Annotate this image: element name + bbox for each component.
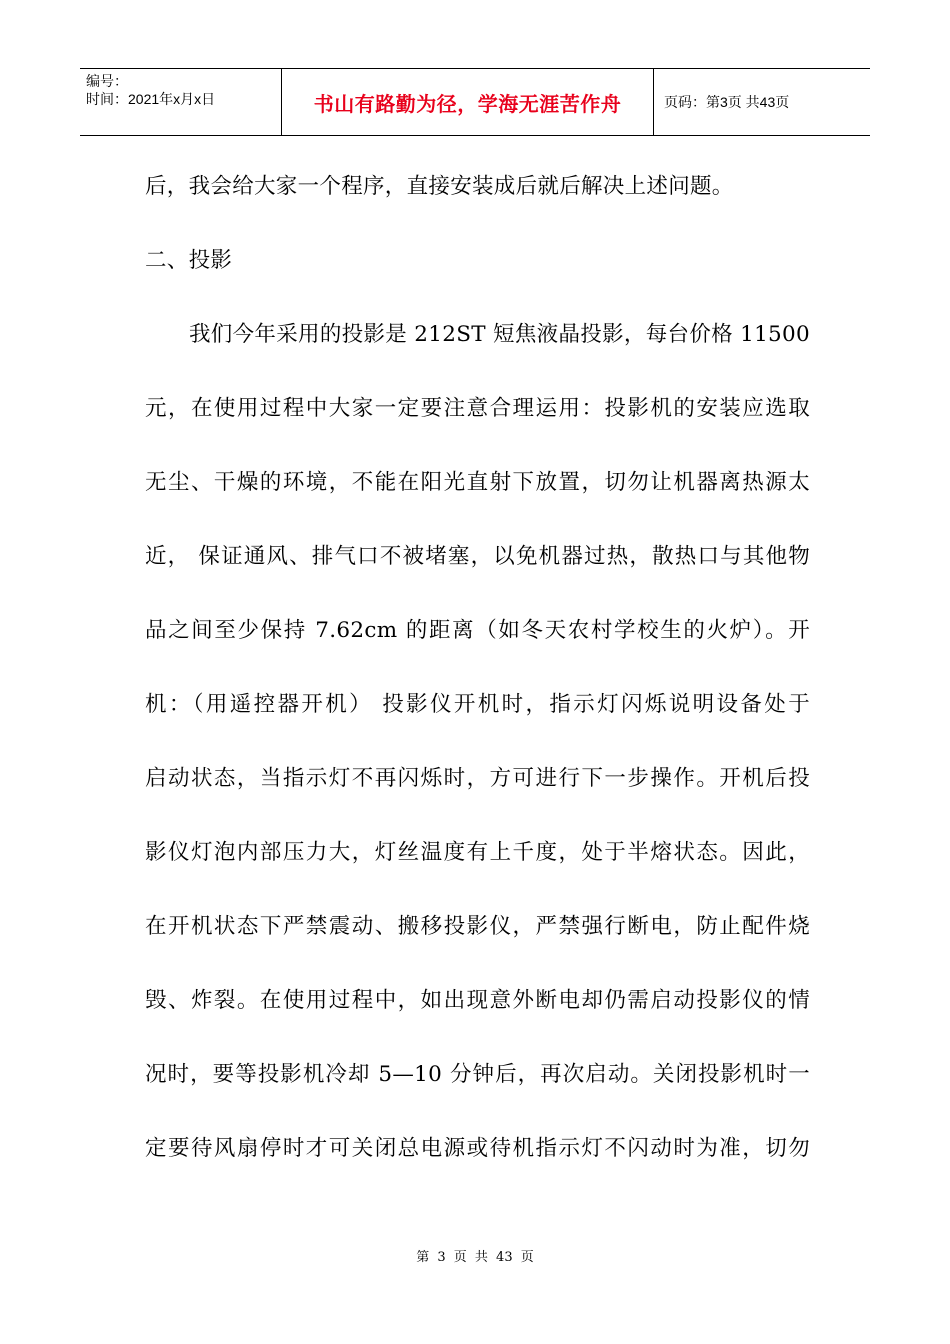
body-line: 定要待风扇停时才可关闭总电源或待机指示灯不闪动时为准，切勿	[145, 1136, 810, 1161]
body-line: 启动状态，当指示灯不再闪烁时，方可进行下一步操作。开机后投	[145, 766, 810, 791]
body-line: 无尘、干燥的环境，不能在阳光直射下放置，切勿让机器离热源太	[145, 470, 810, 495]
header-meta-cell	[80, 69, 282, 135]
document-body	[145, 150, 810, 1186]
section-heading: 二、投影	[145, 248, 233, 273]
page-footer: 第 3 页 共 43 页	[416, 1250, 534, 1265]
motto-text: 书山有路勤为径，学海无涯苦作舟	[313, 91, 622, 116]
body-line: 影仪灯泡内部压力大，灯丝温度有上千度，处于半熔状态。因此，	[145, 840, 810, 865]
header-motto-cell	[282, 69, 654, 135]
body-line: 我们今年采用的投影是 212ST 短焦液晶投影，每台价格 11500	[189, 322, 810, 347]
body-line: 元，在使用过程中大家一定要注意合理运用：投影机的安装应选取	[145, 396, 810, 421]
document-header	[80, 68, 870, 136]
body-line: 后，我会给大家一个程序，直接安装成后就后解决上述问题。	[145, 174, 734, 199]
body-line: 近， 保证通风、排气口不被堵塞，以免机器过热，散热口与其他物	[145, 544, 810, 569]
body-line: 在开机状态下严禁震动、搬移投影仪，严禁强行断电，防止配件烧	[145, 914, 810, 939]
number-label: 编号：	[86, 73, 128, 89]
header-page-cell	[654, 69, 870, 135]
body-line: 况时，要等投影机冷却 5—10 分钟后，再次启动。关闭投影机时一	[145, 1062, 810, 1087]
body-line: 机：（用遥控器开机） 投影仪开机时，指示灯闪烁说明设备处于	[145, 692, 810, 717]
body-line: 毁、炸裂。在使用过程中，如出现意外断电却仍需启动投影仪的情	[145, 988, 810, 1013]
body-line: 品之间至少保持 7.62cm 的距离（如冬天农村学校生的火炉）。开	[145, 618, 810, 643]
date-label: 时间：2021年x月x日	[86, 91, 216, 107]
page-info: 页码：第3页 共43页	[664, 94, 790, 110]
